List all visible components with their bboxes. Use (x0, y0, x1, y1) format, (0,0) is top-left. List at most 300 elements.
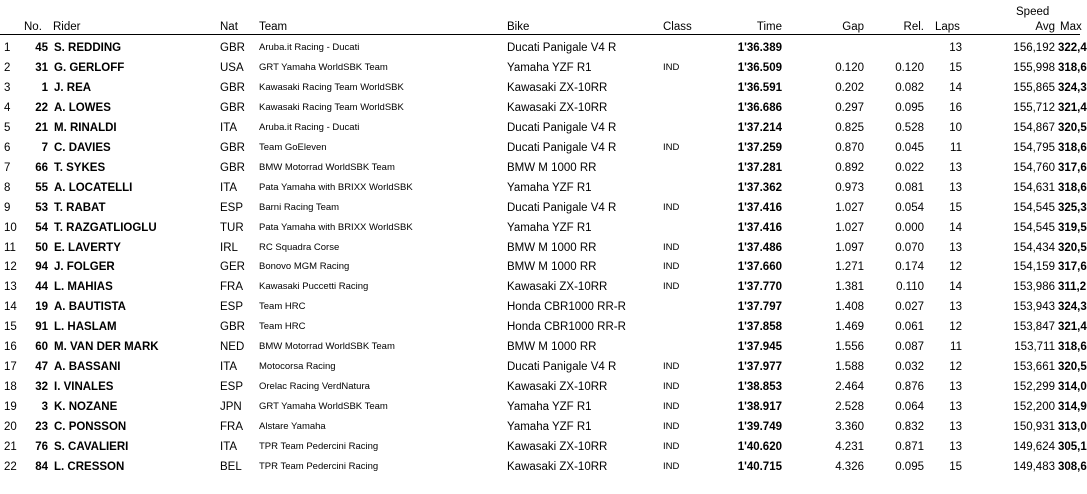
rel-cell: 0.081 (895, 181, 924, 194)
team-cell: Team HRC (259, 301, 306, 313)
class-cell: IND (663, 421, 680, 433)
laps-cell: 14 (949, 281, 962, 294)
header-time: Time (756, 21, 782, 33)
bike-cell: Yamaha YZF R1 (507, 421, 592, 434)
time-cell: 1'38.917 (737, 401, 782, 414)
class-cell: IND (663, 361, 680, 373)
pos-cell: 11 (4, 241, 16, 254)
avg-cell: 154,545 (1013, 201, 1055, 214)
number-cell: 7 (41, 141, 48, 154)
header-bike: Bike (507, 21, 530, 33)
bike-cell: BMW M 1000 RR (507, 161, 597, 174)
pos-cell: 21 (4, 441, 17, 453)
bike-cell: Yamaha YZF R1 (507, 61, 592, 74)
laps-cell: 13 (949, 161, 962, 174)
class-cell: IND (663, 401, 680, 413)
table-row (0, 257, 1087, 277)
nat-cell: TUR (220, 221, 244, 234)
max-cell: 325,3 (1058, 201, 1087, 214)
avg-cell: 154,631 (1013, 181, 1055, 194)
team-cell: RC Squadra Corse (259, 241, 340, 253)
time-cell: 1'36.591 (737, 81, 782, 94)
team-cell: BMW Motorrad WorldSBK Team (259, 161, 395, 173)
avg-cell: 155,998 (1013, 61, 1055, 74)
time-cell: 1'39.749 (737, 421, 782, 434)
team-cell: TPR Team Pedercini Racing (259, 460, 379, 472)
max-cell: 314,9 (1058, 401, 1087, 414)
bike-cell: Ducati Panigale V4 R (507, 42, 617, 54)
class-cell: IND (663, 261, 680, 273)
pos-cell: 8 (4, 181, 11, 194)
bike-cell: Ducati Panigale V4 R (507, 121, 617, 134)
team-cell: Alstare Yamaha (259, 421, 326, 433)
nat-cell: BEL (220, 460, 242, 473)
rider-cell: T. RAZGATLIOGLU (54, 221, 157, 234)
time-cell: 1'37.362 (737, 181, 782, 194)
team-cell: Pata Yamaha with BRIXX WorldSBK (259, 221, 413, 233)
table-row (0, 377, 1087, 397)
time-cell: 1'37.770 (737, 281, 782, 294)
table-row (0, 158, 1087, 178)
laps-cell: 16 (949, 101, 962, 114)
gap-cell: 1.556 (835, 341, 864, 354)
bike-cell: BMW M 1000 RR (507, 241, 597, 254)
bike-cell: Kawasaki ZX-10RR (507, 460, 608, 473)
nat-cell: GBR (220, 101, 245, 114)
rel-cell: 0.070 (895, 241, 924, 254)
pos-cell: 1 (4, 42, 11, 54)
time-cell: 1'40.715 (737, 460, 782, 473)
number-cell: 50 (35, 241, 48, 254)
nat-cell: USA (220, 61, 244, 74)
laps-cell: 15 (949, 61, 962, 74)
header-rule (0, 34, 1080, 35)
class-cell (663, 218, 703, 238)
gap-cell: 0.892 (835, 161, 864, 174)
class-cell (663, 317, 703, 337)
avg-cell: 154,760 (1013, 161, 1055, 174)
gap-cell: 4.326 (835, 460, 864, 473)
number-cell: 53 (35, 201, 48, 214)
time-cell: 1'36.509 (737, 61, 782, 74)
gap-cell: 0.825 (835, 121, 864, 134)
rider-cell: M. RINALDI (54, 121, 117, 134)
nat-cell: GBR (220, 42, 245, 54)
number-cell: 21 (35, 121, 48, 134)
number-cell: 76 (35, 441, 48, 453)
number-cell: 45 (35, 42, 48, 54)
nat-cell: GBR (220, 81, 245, 94)
header-nat: Nat (220, 21, 238, 33)
number-cell: 31 (35, 61, 48, 74)
bike-cell: Kawasaki ZX-10RR (507, 281, 608, 294)
rel-cell: 0.082 (895, 81, 924, 94)
laps-cell: 11 (950, 141, 962, 154)
avg-cell: 154,545 (1013, 221, 1055, 234)
table-row (0, 98, 1087, 118)
max-cell: 308,6 (1058, 460, 1087, 473)
rel-cell: 0.174 (895, 261, 924, 274)
table-row (0, 138, 1087, 158)
number-cell: 66 (35, 161, 48, 174)
number-cell: 32 (35, 381, 48, 394)
laps-cell: 13 (949, 42, 962, 54)
time-cell: 1'37.858 (737, 321, 782, 334)
number-cell: 47 (35, 361, 48, 374)
rel-cell: 0.528 (895, 121, 924, 134)
laps-cell: 15 (949, 201, 962, 214)
number-cell: 94 (35, 261, 48, 274)
rel-cell: 0.032 (895, 361, 924, 374)
max-cell: 318,6 (1058, 181, 1087, 194)
pos-cell: 12 (4, 261, 17, 274)
table-row (0, 218, 1087, 238)
time-cell: 1'37.281 (737, 161, 782, 174)
class-cell: IND (663, 241, 680, 253)
rel-cell (874, 38, 924, 58)
bike-cell: Kawasaki ZX-10RR (507, 81, 608, 94)
pos-cell: 13 (4, 281, 17, 294)
avg-cell: 152,200 (1013, 401, 1055, 414)
class-cell: IND (663, 61, 680, 73)
nat-cell: IRL (220, 241, 238, 254)
gap-cell: 1.097 (835, 241, 864, 254)
rider-cell: J. FOLGER (54, 261, 115, 274)
laps-cell: 13 (949, 441, 962, 453)
gap-cell: 1.469 (835, 321, 864, 334)
rider-cell: L. HASLAM (54, 321, 117, 334)
time-cell: 1'37.945 (737, 341, 782, 354)
class-cell (663, 178, 703, 198)
team-cell: Team HRC (259, 321, 306, 333)
rel-cell: 0.022 (895, 161, 924, 174)
team-cell: Aruba.it Racing - Ducati (259, 42, 360, 53)
table-row (0, 118, 1087, 138)
time-cell: 1'37.977 (737, 361, 782, 374)
nat-cell: GER (220, 261, 245, 274)
rel-cell: 0.061 (895, 321, 924, 334)
max-cell: 313,0 (1058, 421, 1087, 434)
max-cell: 321,4 (1058, 321, 1087, 334)
table-row (0, 297, 1087, 317)
class-cell: IND (663, 381, 680, 393)
time-cell: 1'37.486 (737, 241, 782, 254)
avg-cell: 150,931 (1013, 421, 1055, 434)
team-cell: Kawasaki Puccetti Racing (259, 281, 369, 293)
nat-cell: FRA (220, 421, 243, 434)
laps-cell: 13 (949, 381, 962, 394)
max-cell: 324,3 (1058, 81, 1087, 94)
max-cell: 311,2 (1058, 281, 1087, 294)
rel-cell: 0.045 (895, 141, 924, 154)
number-cell: 84 (35, 460, 48, 473)
avg-cell: 153,711 (1014, 341, 1055, 354)
rel-cell: 0.120 (895, 61, 924, 74)
table-row (0, 277, 1087, 297)
team-cell: Motocorsa Racing (259, 361, 336, 373)
table-row (0, 198, 1087, 218)
gap-cell: 0.870 (835, 141, 864, 154)
gap-cell: 0.297 (835, 101, 864, 114)
max-cell: 318,6 (1058, 141, 1087, 154)
rider-cell: C. PONSSON (54, 421, 127, 434)
pos-cell: 9 (4, 201, 11, 214)
max-cell: 320,5 (1058, 121, 1087, 134)
max-cell: 324,3 (1058, 301, 1087, 314)
time-cell: 1'37.416 (737, 201, 782, 214)
pos-cell: 4 (4, 101, 11, 114)
max-cell: 317,6 (1058, 161, 1087, 174)
avg-cell: 153,986 (1013, 281, 1055, 294)
laps-cell: 13 (949, 401, 962, 414)
rider-cell: A. LOWES (54, 101, 111, 114)
rel-cell: 0.095 (895, 101, 924, 114)
number-cell: 55 (35, 181, 48, 194)
team-cell: Barni Racing Team (259, 201, 340, 213)
rider-cell: E. LAVERTY (54, 241, 121, 254)
avg-cell: 149,624 (1013, 441, 1055, 453)
bike-cell: Kawasaki ZX-10RR (507, 381, 608, 394)
gap-cell: 3.360 (835, 421, 864, 434)
gap-cell (814, 38, 864, 58)
nat-cell: GBR (220, 141, 245, 154)
time-cell: 1'40.620 (737, 441, 782, 453)
avg-cell: 153,943 (1013, 301, 1055, 314)
class-cell (663, 337, 703, 357)
pos-cell: 6 (4, 141, 11, 154)
class-cell: IND (663, 441, 680, 452)
time-cell: 1'37.660 (737, 261, 782, 274)
laps-cell: 12 (949, 261, 962, 274)
class-cell (663, 297, 703, 317)
team-cell: TPR Team Pedercini Racing (259, 441, 379, 452)
time-cell: 1'36.686 (737, 101, 782, 114)
nat-cell: FRA (220, 281, 243, 294)
nat-cell: GBR (220, 161, 245, 174)
pos-cell: 16 (4, 341, 17, 354)
table-row (0, 317, 1087, 337)
bike-cell: Honda CBR1000 RR-R (507, 321, 626, 334)
max-cell: 314,0 (1058, 381, 1087, 394)
class-cell (663, 98, 703, 118)
pos-cell: 7 (4, 161, 11, 174)
header-rider: Rider (53, 21, 81, 33)
gap-cell: 1.588 (835, 361, 864, 374)
table-row (0, 357, 1087, 377)
avg-cell: 155,712 (1013, 101, 1055, 114)
rider-cell: I. VINALES (54, 381, 114, 394)
bike-cell: BMW M 1000 RR (507, 341, 597, 354)
laps-cell: 15 (949, 460, 962, 473)
rel-cell: 0.087 (895, 341, 924, 354)
rider-cell: T. RABAT (54, 201, 106, 214)
number-cell: 60 (35, 341, 48, 354)
bike-cell: Yamaha YZF R1 (507, 221, 592, 234)
laps-cell: 14 (949, 81, 962, 94)
max-cell: 305,1 (1058, 441, 1087, 453)
table-row (0, 457, 1087, 477)
avg-cell: 152,299 (1013, 381, 1055, 394)
bike-cell: Kawasaki ZX-10RR (507, 441, 608, 453)
class-cell: IND (663, 460, 680, 472)
number-cell: 19 (35, 301, 48, 314)
nat-cell: ESP (220, 201, 244, 214)
gap-cell: 0.973 (835, 181, 864, 194)
nat-cell: ITA (220, 441, 238, 453)
gap-cell: 1.027 (835, 221, 864, 234)
team-cell: GRT Yamaha WorldSBK Team (259, 401, 388, 413)
class-cell (663, 78, 703, 98)
rider-cell: M. VAN DER MARK (54, 341, 159, 354)
gap-cell: 1.027 (835, 201, 864, 214)
rel-cell: 0.000 (895, 221, 924, 234)
time-cell: 1'37.797 (737, 301, 782, 314)
bike-cell: Honda CBR1000 RR-R (507, 301, 626, 314)
max-cell: 318,6 (1058, 341, 1087, 354)
table-row (0, 58, 1087, 78)
pos-cell: 3 (4, 81, 11, 94)
pos-cell: 22 (4, 460, 17, 473)
pos-cell: 19 (4, 401, 17, 414)
avg-cell: 155,865 (1013, 81, 1055, 94)
time-cell: 1'37.259 (737, 141, 782, 154)
bike-cell: Yamaha YZF R1 (507, 181, 592, 194)
laps-cell: 14 (949, 221, 962, 234)
rider-cell: S. CAVALIERI (54, 441, 129, 453)
class-cell (663, 38, 703, 58)
nat-cell: ITA (220, 121, 238, 134)
class-cell (663, 118, 703, 138)
bike-cell: Ducati Panigale V4 R (507, 141, 617, 154)
table-row (0, 38, 1087, 58)
class-cell (663, 158, 703, 178)
pos-cell: 18 (4, 381, 17, 394)
class-cell: IND (663, 281, 680, 293)
team-cell: BMW Motorrad WorldSBK Team (259, 341, 395, 353)
avg-cell: 153,847 (1013, 321, 1055, 334)
number-cell: 54 (35, 221, 48, 234)
rel-cell: 0.027 (895, 301, 924, 314)
gap-cell: 1.271 (835, 261, 864, 274)
table-row (0, 238, 1087, 258)
team-cell: Bonovo MGM Racing (259, 261, 350, 273)
number-cell: 1 (41, 81, 48, 94)
rider-cell: C. DAVIES (54, 141, 111, 154)
max-cell: 320,5 (1058, 241, 1087, 254)
max-cell: 319,5 (1058, 221, 1087, 234)
max-cell: 318,6 (1058, 61, 1087, 74)
team-cell: Aruba.it Racing - Ducati (259, 121, 360, 133)
rider-cell: L. MAHIAS (54, 281, 113, 294)
team-cell: Orelac Racing VerdNatura (259, 381, 370, 393)
rider-cell: T. SYKES (54, 161, 106, 174)
gap-cell: 1.381 (835, 281, 864, 294)
avg-cell: 154,159 (1013, 261, 1055, 274)
pos-cell: 15 (4, 321, 17, 334)
nat-cell: GBR (220, 321, 245, 334)
rel-cell: 0.876 (895, 381, 924, 394)
max-cell: 320,5 (1058, 361, 1087, 374)
rel-cell: 0.110 (896, 281, 924, 294)
header-gap: Gap (842, 21, 864, 33)
pos-cell: 5 (4, 121, 11, 134)
number-cell: 22 (35, 101, 48, 114)
laps-cell: 10 (949, 121, 962, 134)
bike-cell: Yamaha YZF R1 (507, 401, 592, 414)
header-no: No. (24, 21, 42, 33)
table-row (0, 397, 1087, 417)
pos-cell: 2 (4, 61, 11, 74)
laps-cell: 13 (949, 181, 962, 194)
rel-cell: 0.871 (895, 441, 924, 453)
table-row (0, 417, 1087, 437)
header-avg: Avg (1035, 21, 1055, 33)
rider-cell: J. REA (54, 81, 92, 94)
table-row (0, 437, 1087, 457)
team-cell: Pata Yamaha with BRIXX WorldSBK (259, 181, 413, 193)
time-cell: 1'38.853 (737, 381, 782, 394)
class-cell: IND (663, 141, 680, 153)
max-cell: 321,4 (1058, 101, 1087, 114)
laps-cell: 12 (949, 361, 962, 374)
speed-group-header: Speed (1016, 6, 1050, 18)
header-class: Class (663, 21, 692, 33)
rider-cell: L. CRESSON (54, 460, 125, 473)
time-cell: 1'37.214 (737, 121, 782, 134)
max-cell: 317,6 (1058, 261, 1087, 274)
avg-cell: 156,192 (1013, 42, 1055, 54)
laps-cell: 12 (949, 321, 962, 334)
team-cell: GRT Yamaha WorldSBK Team (259, 61, 388, 73)
rider-cell: S. REDDING (54, 42, 122, 54)
number-cell: 91 (35, 321, 48, 334)
bike-cell: Ducati Panigale V4 R (507, 201, 617, 214)
nat-cell: ESP (220, 381, 244, 394)
number-cell: 44 (35, 281, 48, 294)
gap-cell: 2.464 (835, 381, 864, 394)
rel-cell: 0.095 (895, 460, 924, 473)
nat-cell: ITA (220, 361, 238, 374)
pos-cell: 20 (4, 421, 17, 434)
number-cell: 3 (41, 401, 48, 414)
laps-cell: 13 (949, 301, 962, 314)
nat-cell: ITA (220, 181, 238, 194)
header-team: Team (259, 21, 288, 33)
bike-cell: Ducati Panigale V4 R (507, 361, 617, 374)
gap-cell: 1.408 (835, 301, 864, 314)
header-laps: Laps (935, 21, 960, 33)
pos-cell: 10 (4, 221, 17, 234)
table-row (0, 178, 1087, 198)
nat-cell: ESP (220, 301, 244, 314)
avg-cell: 149,483 (1013, 460, 1055, 473)
rider-cell: A. BAUTISTA (54, 301, 126, 314)
team-cell: Kawasaki Racing Team WorldSBK (259, 81, 404, 93)
gap-cell: 0.202 (835, 81, 864, 94)
team-cell: Team GoEleven (259, 141, 327, 153)
pos-cell: 17 (4, 361, 17, 374)
avg-cell: 154,867 (1013, 121, 1055, 134)
table-row (0, 78, 1087, 98)
time-cell: 1'36.389 (737, 42, 782, 54)
laps-cell: 13 (949, 241, 962, 254)
pos-cell: 14 (4, 301, 17, 314)
rider-cell: K. NOZANE (54, 401, 118, 414)
bike-cell: BMW M 1000 RR (507, 261, 597, 274)
avg-cell: 153,661 (1013, 361, 1055, 374)
rel-cell: 0.064 (895, 401, 924, 414)
header-rel: Rel. (903, 21, 924, 33)
